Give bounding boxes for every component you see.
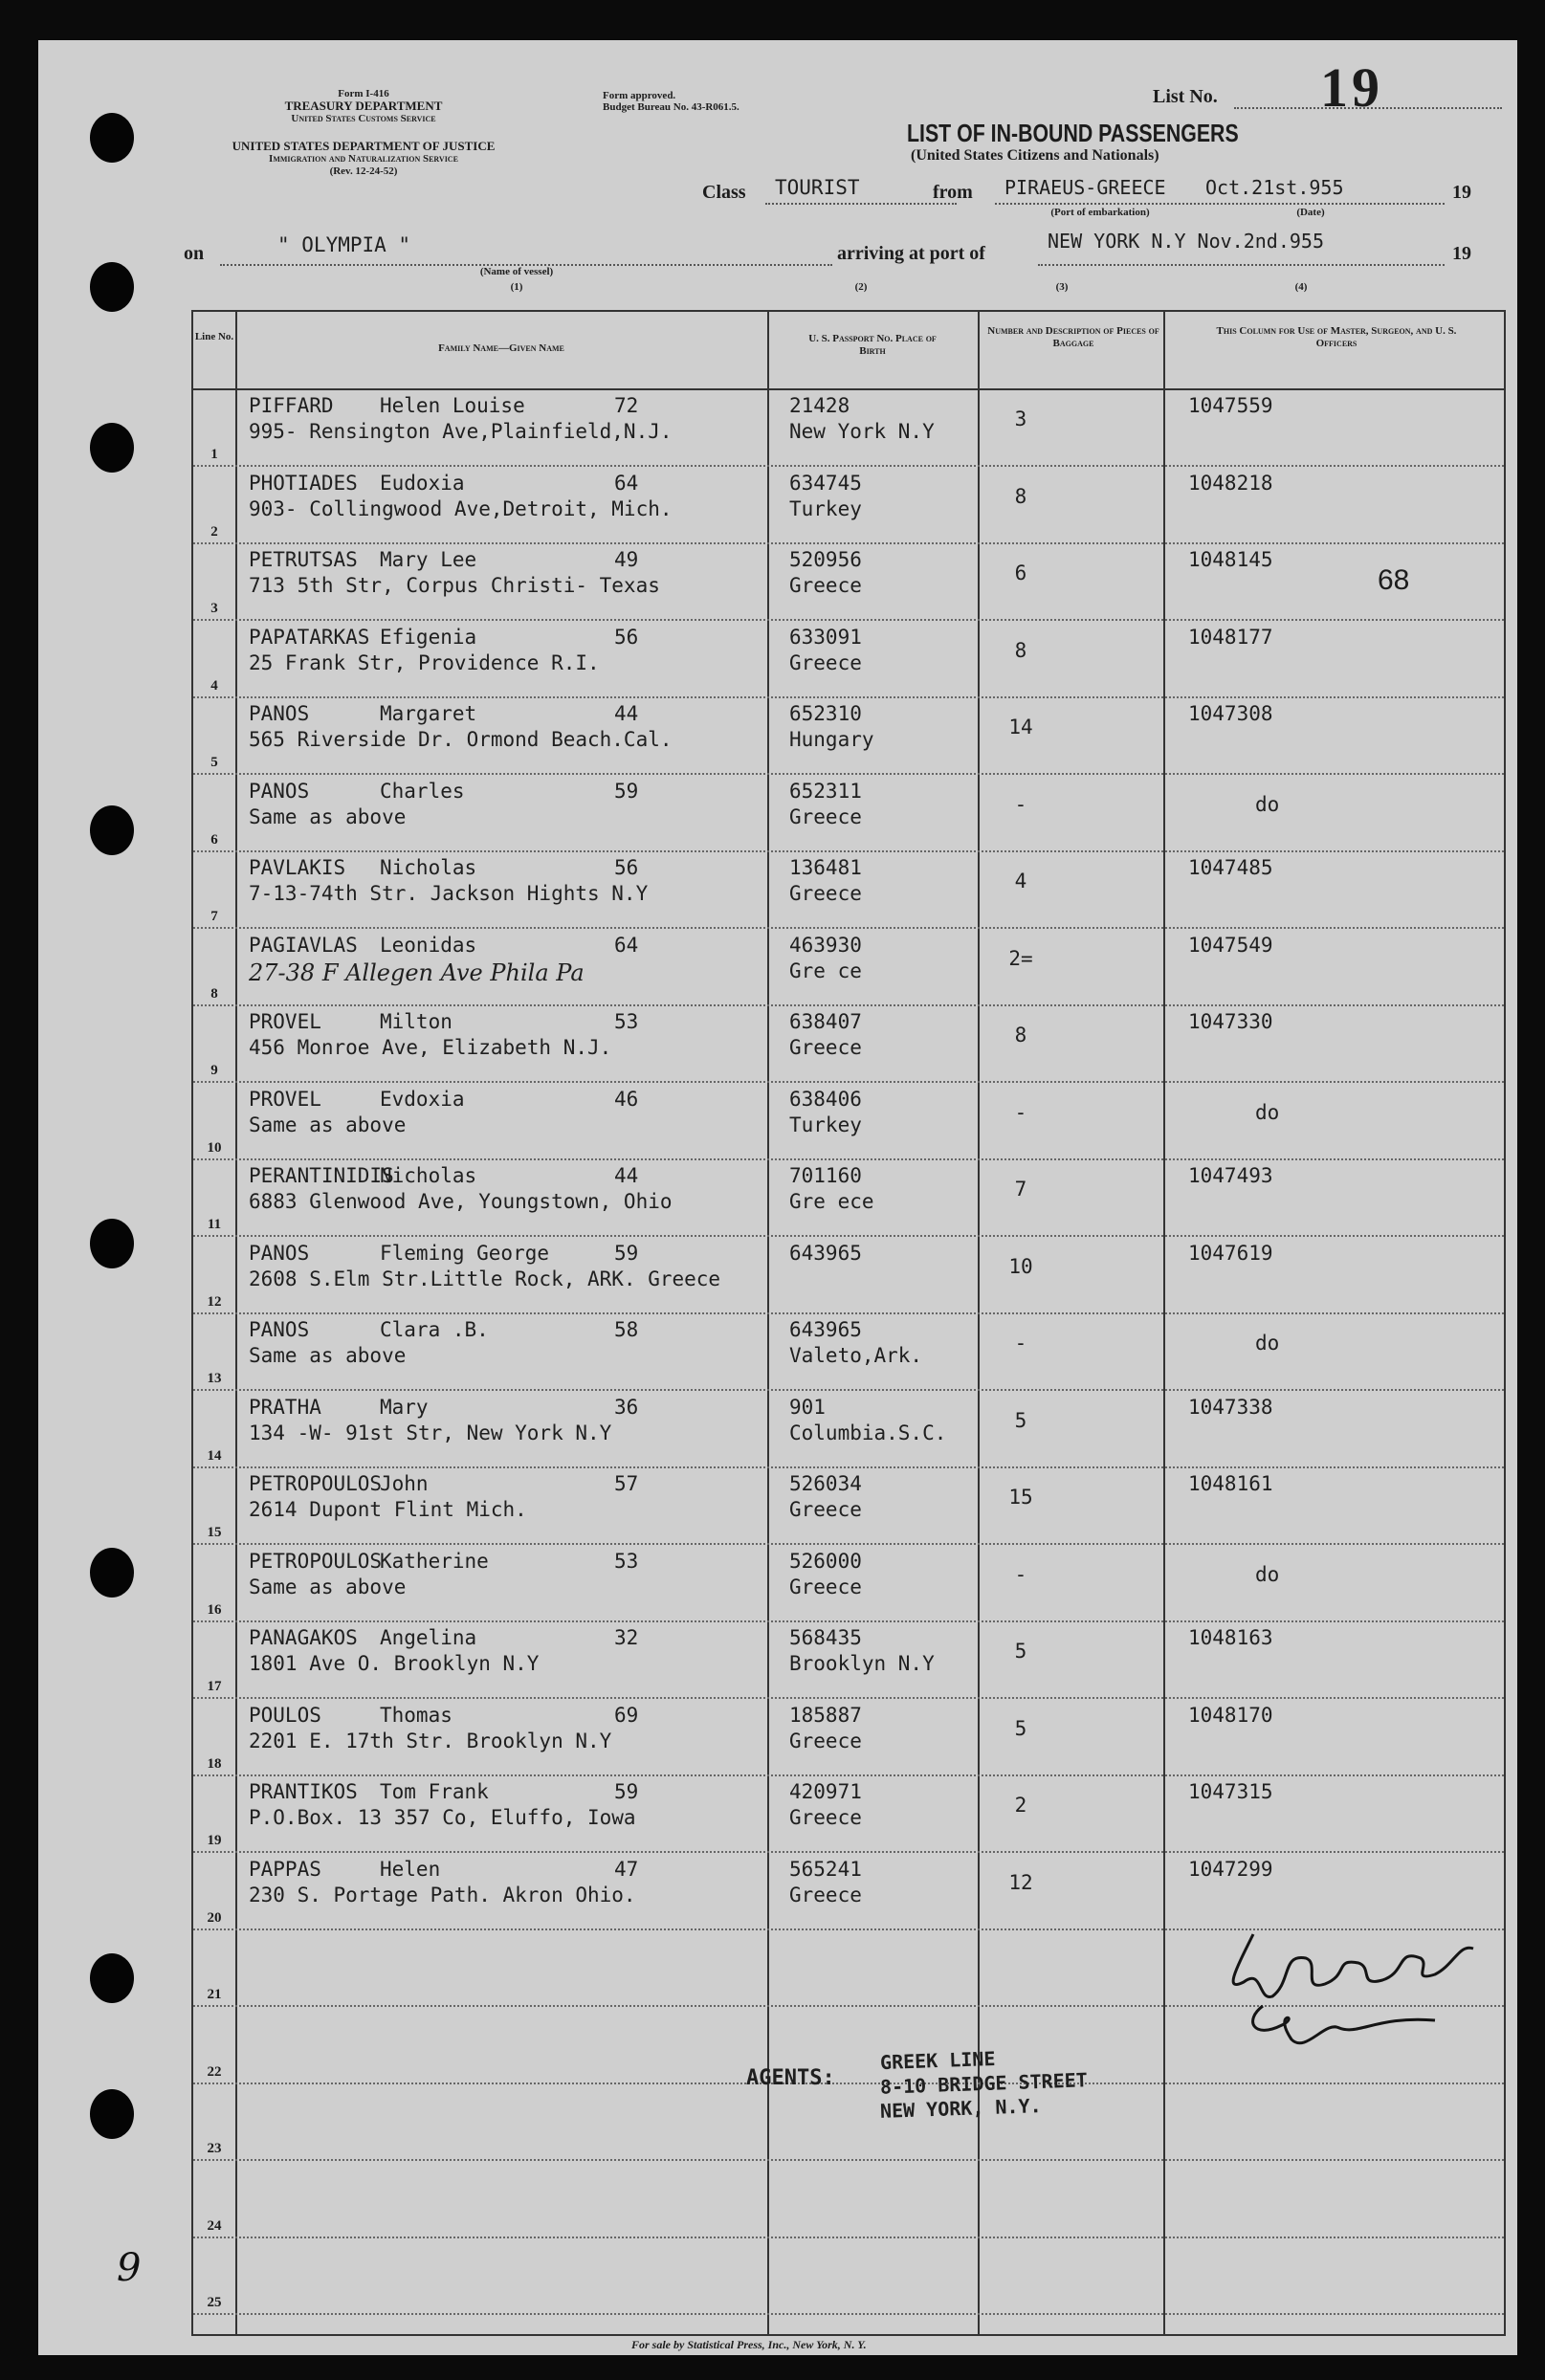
passenger-age: 36 [614,1395,639,1419]
line-number: 8 [210,985,218,1002]
form-budget: Budget Bureau No. 43-R061.5. [603,101,739,113]
passenger-address: Same as above [249,1113,407,1136]
place-of-birth: Greece [789,650,862,674]
passenger-family-name: PETRUTSAS [249,548,358,571]
baggage-count: 3 [1014,408,1027,430]
table-row [193,2237,1504,2315]
from-value: PIRAEUS-GREECE [1004,176,1166,199]
passenger-family-name: PANOS [249,702,310,725]
line-number: 11 [207,1217,222,1232]
baggage-count: - [1014,792,1027,816]
officer-reference: 1047549 [1188,933,1273,957]
passenger-address: 1801 Ave O. Brooklyn N.Y [249,1652,540,1675]
place-of-birth: Greece [789,1036,862,1059]
punch-hole [90,805,134,855]
header-passport: U. S. Passport No. Place of Birth [808,333,937,357]
passport-number: 643965 [789,1241,862,1265]
baggage-count: 8 [1014,484,1027,508]
passenger-given-name: Milton [380,1010,452,1033]
list-no: 19 [1320,56,1383,119]
baggage-count: 2= [1008,946,1033,970]
passenger-given-name: Leonidas [380,933,477,957]
passenger-family-name: PETROPOULOS [249,1549,383,1573]
on-label: on [184,243,205,264]
officer-reference: 1047299 [1188,1857,1273,1881]
passenger-given-name: Efigenia [380,625,477,649]
line-number: 4 [210,677,218,694]
passenger-family-name: PAGIAVLAS [249,933,358,957]
baggage-count: - [1014,1562,1027,1586]
officer-reference: 1047619 [1188,1241,1273,1265]
passenger-address: 903- Collingwood Ave,Detroit, Mich. [249,496,673,520]
passenger-given-name: Helen Louise [380,394,525,417]
passenger-address: 25 Frank Str, Providence R.I. [249,650,600,674]
passenger-family-name: PRANTIKOS [249,1780,358,1803]
table-row [193,1082,1504,1160]
line-number: 6 [210,831,218,848]
passenger-address: 2608 S.Elm Str.Little Rock, ARK. Greece [249,1267,721,1290]
line-number: 17 [207,1679,222,1694]
form-approval: Form approved. [603,90,676,101]
punch-hole [90,423,134,473]
document-subtitle: (United States Citizens and Nationals) [911,147,1159,164]
header-name: Family Name—Given Name [438,342,564,354]
document-page [38,40,1517,2355]
place-of-birth: New York N.Y [789,420,935,443]
baggage-count: 7 [1014,1178,1027,1201]
passport-number: 420971 [789,1780,862,1803]
col-caption-4: (4) [1294,281,1308,293]
col-caption-1: (1) [510,281,523,293]
passenger-address: 27-38 F Allegen Ave Phila Pa [249,959,585,986]
passenger-family-name: PAPPAS [249,1857,321,1881]
passenger-age: 64 [614,471,639,495]
table-row [193,1620,1504,1699]
baggage-count: - [1014,1332,1027,1355]
document-title: LIST OF IN-BOUND PASSENGERS [907,119,1239,147]
passenger-given-name: Nicholas [380,856,477,879]
place-of-birth: Gre ece [789,1190,874,1213]
passenger-address: 2614 Dupont Flint Mich. [249,1498,527,1521]
printer-footer: For sale by Statistical Press, Inc., New York, N. Y. [631,2338,867,2351]
line-number: 21 [207,1987,222,2002]
margin-mark: 9 [117,2246,142,2290]
officer-reference: 1048161 [1188,1472,1273,1495]
table-row [193,1698,1504,1776]
passenger-family-name: PROVEL [249,1087,321,1111]
officer-reference: do [1255,792,1280,816]
passenger-given-name: Angelina [380,1626,477,1649]
header-baggage: Number and Description of Pieces of Baggage [987,325,1159,349]
passenger-age: 53 [614,1549,639,1573]
passenger-given-name: Mary [380,1395,429,1419]
col-caption-2: (2) [854,281,868,293]
passenger-given-name: Tom Frank [380,1780,489,1803]
officer-reference: 1047315 [1188,1780,1273,1803]
passport-number: 901 [789,1395,826,1419]
officer-reference: 1047308 [1188,702,1273,725]
passenger-age: 44 [614,1164,639,1187]
passenger-address: Same as above [249,804,407,828]
line-number: 9 [210,1063,218,1078]
passenger-given-name: Clara .B. [380,1318,489,1341]
passenger-given-name: Eudoxia [380,471,465,495]
passenger-address: 565 Riverside Dr. Ormond Beach.Cal. [249,728,673,751]
passport-number: 526000 [789,1549,862,1573]
officer-reference: do [1255,1332,1280,1355]
passenger-age: 72 [614,394,639,417]
officer-reference: 1048218 [1188,471,1273,495]
place-of-birth: Greece [789,1498,862,1521]
date-caption: (Date) [1296,207,1325,218]
table-row [193,388,1504,467]
place-of-birth: Hungary [789,728,874,751]
officer-reference: 1047485 [1188,856,1273,879]
passenger-given-name: Thomas [380,1703,452,1727]
passenger-address: 456 Monroe Ave, Elizabeth N.J. [249,1036,612,1059]
passport-number: 652311 [789,779,862,803]
passenger-age: 57 [614,1472,639,1495]
line-number: 15 [207,1525,222,1540]
passenger-family-name: PANOS [249,779,310,803]
table-row [193,1390,1504,1468]
passport-number: 526034 [789,1472,862,1495]
from-date: Oct.21st.955 [1205,176,1344,199]
officer-reference: 1047338 [1188,1395,1273,1419]
place-of-birth: Greece [789,1806,862,1829]
arriving-label: arriving at port of [837,243,985,264]
table-row [193,542,1504,621]
table-row [193,2160,1504,2238]
place-of-birth: Turkey [789,1113,862,1136]
passenger-age: 59 [614,1241,639,1265]
year-1: 19 [1452,182,1471,203]
passport-number: 638407 [789,1010,862,1033]
baggage-count: 5 [1014,1716,1027,1740]
header-officers: This Column for Use of Master, Surgeon, and U. S. Officers [1216,325,1457,349]
passport-number: 568435 [789,1626,862,1649]
form-rev: (Rev. 12-24-52) [329,165,398,177]
passport-number: 565241 [789,1857,862,1881]
passenger-family-name: PANOS [249,1318,310,1341]
place-of-birth: Brooklyn N.Y [789,1652,935,1675]
passport-number: 520956 [789,548,862,571]
agent-line-3: NEW YORK, N.Y. [879,2094,1042,2123]
passenger-age: 69 [614,1703,639,1727]
header-line-no: Line No. [194,331,234,342]
officer-reference: 1048170 [1188,1703,1273,1727]
baggage-count: 2 [1014,1794,1027,1817]
passenger-family-name: PAVLAKIS [249,856,346,879]
officer-signature [1215,1915,1521,2059]
punch-hole [90,1219,134,1268]
year-2: 19 [1452,243,1471,264]
passenger-given-name: Katherine [380,1549,489,1573]
line-number: 23 [207,2141,222,2156]
passport-number: 638406 [789,1087,862,1111]
vessel-caption: (Name of vessel) [479,266,554,277]
passenger-address: 7-13-74th Str. Jackson Hights N.Y [249,882,649,905]
passport-number: 701160 [789,1164,862,1187]
line-number: 5 [210,755,218,770]
form-number: Form I-416 [338,88,389,99]
passenger-given-name: Fleming George [380,1241,550,1265]
line-number: 20 [207,1909,222,1926]
passenger-age: 49 [614,548,639,571]
passenger-address: P.O.Box. 13 357 Co, Eluffo, Iowa [249,1806,636,1829]
passenger-address: 134 -W- 91st Str, New York N.Y [249,1421,612,1444]
form-service: United States Customs Service [291,113,436,124]
passenger-age: 56 [614,856,639,879]
passport-number: 21428 [789,394,850,417]
table-row [193,850,1504,929]
passenger-family-name: PHOTIADES [249,471,358,495]
passenger-given-name: Evdoxia [380,1087,465,1111]
passenger-given-name: Charles [380,779,465,803]
line-number: 13 [207,1371,222,1386]
place-of-birth: Turkey [789,496,862,520]
table-row [193,1158,1504,1237]
line-number: 10 [207,1139,222,1156]
place-of-birth: Columbia.S.C. [789,1421,947,1444]
table-header [193,312,1504,390]
passport-number: 633091 [789,625,862,649]
punch-hole [90,1953,134,2003]
passenger-family-name: PETROPOULOS [249,1472,383,1495]
line-number: 22 [207,2063,222,2080]
passenger-given-name: Helen [380,1857,441,1881]
passenger-address: 6883 Glenwood Ave, Youngstown, Ohio [249,1190,673,1213]
passenger-given-name: Mary Lee [380,548,477,571]
punch-hole [90,113,134,163]
passenger-address: Same as above [249,1575,407,1598]
officer-reference: 1047559 [1188,394,1273,417]
baggage-count: 6 [1014,562,1027,584]
passenger-age: 32 [614,1626,639,1649]
place-of-birth: Gre ce [789,959,862,982]
line-number: 2 [210,523,218,540]
passenger-address: 230 S. Portage Path. Akron Ohio. [249,1883,636,1906]
passenger-family-name: PAPATARKAS [249,625,370,649]
table-row [193,1544,1504,1622]
baggage-count: 12 [1008,1870,1033,1894]
baggage-count: - [1014,1100,1027,1124]
passenger-age: 56 [614,625,639,649]
list-no-label: List No. [1153,86,1218,107]
passenger-age: 47 [614,1857,639,1881]
passenger-given-name: Margaret [380,702,477,725]
line-number: 14 [207,1447,222,1464]
passenger-address: Same as above [249,1344,407,1367]
table-row [193,928,1504,1006]
place-of-birth: Greece [789,574,862,597]
passport-number: 643965 [789,1318,862,1341]
table-row [193,1466,1504,1545]
form-justice: UNITED STATES DEPARTMENT OF JUSTICE [232,139,496,153]
table-row [193,1774,1504,1853]
place-of-birth: Greece [789,882,862,905]
agent-line-2: 8-10 BRIDGE STREET [879,2068,1089,2099]
baggage-count: 14 [1008,716,1033,738]
table-row [193,696,1504,775]
passenger-family-name: POULOS [249,1703,321,1727]
officer-reference: 1048177 [1188,625,1273,649]
form-dept: TREASURY DEPARTMENT [284,99,443,113]
col-caption-3: (3) [1055,281,1069,293]
table-row [193,1236,1504,1314]
punch-hole [90,262,134,312]
vessel-name: " OLYMPIA " [277,233,411,256]
baggage-count: 5 [1014,1408,1027,1432]
passport-number: 652310 [789,702,862,725]
table-row [193,774,1504,852]
form-ins: Immigration and Naturalization Service [269,153,458,165]
line-number: 7 [210,909,218,924]
baggage-count: 15 [1008,1486,1033,1509]
table-row [193,2082,1504,2161]
from-label: from [933,182,973,203]
line-number: 12 [207,1293,222,1310]
place-of-birth: Greece [789,1575,862,1598]
officer-reference: 1048163 [1188,1626,1273,1649]
line-number: 3 [210,601,218,616]
passenger-given-name: Nicholas [380,1164,477,1187]
passenger-family-name: PANAGAKOS [249,1626,358,1649]
agent-line-1: GREEK LINE [879,2046,996,2075]
passenger-age: 53 [614,1010,639,1033]
passport-number: 463930 [789,933,862,957]
line-number: 1 [210,447,218,462]
passenger-address: 713 5th Str, Corpus Christi- Texas [249,574,660,597]
punch-hole [90,1548,134,1598]
passenger-age: 59 [614,779,639,803]
passenger-age: 44 [614,702,639,725]
passport-number: 136481 [789,856,862,879]
punch-hole [90,2089,134,2139]
passenger-age: 64 [614,933,639,957]
passport-number: 185887 [789,1703,862,1727]
passenger-family-name: PROVEL [249,1010,321,1033]
table-row [193,620,1504,698]
passenger-address: 2201 E. 17th Str. Brooklyn N.Y [249,1729,612,1752]
baggage-count: 4 [1014,870,1027,892]
officer-reference: do [1255,1562,1280,1586]
baggage-count: 10 [1008,1254,1033,1278]
class-value: TOURIST [775,176,860,199]
passenger-family-name: PRATHA [249,1395,321,1419]
line-number: 24 [207,2217,222,2234]
passenger-age: 46 [614,1087,639,1111]
class-label: Class [702,182,746,203]
place-of-birth: Greece [789,1883,862,1906]
officer-reference: 1048145 [1188,548,1273,571]
place-of-birth: Greece [789,1729,862,1752]
place-of-birth: Greece [789,804,862,828]
table-row [193,466,1504,544]
passenger-age: 59 [614,1780,639,1803]
arrival-value: NEW YORK N.Y Nov.2nd.955 [1048,230,1324,253]
line-number: 19 [207,1833,222,1848]
line-number: 16 [207,1601,222,1618]
baggage-count: 8 [1014,638,1027,662]
side-number: 68 [1378,564,1410,596]
passenger-family-name: PERANTINIDIS [249,1164,394,1187]
passenger-family-name: PANOS [249,1241,310,1265]
passenger-given-name: John [380,1472,429,1495]
table-row [193,1312,1504,1391]
port-caption: (Port of embarkation) [1050,207,1150,218]
officer-reference: 1047493 [1188,1164,1273,1187]
passenger-family-name: PIFFARD [249,394,334,417]
officer-reference: do [1255,1100,1280,1124]
passport-number: 634745 [789,471,862,495]
officer-reference: 1047330 [1188,1010,1273,1033]
agents-label: AGENTS: [746,2066,835,2090]
line-number: 25 [207,2295,222,2310]
baggage-count: 8 [1014,1024,1027,1047]
table-row [193,1004,1504,1083]
passenger-age: 58 [614,1318,639,1341]
line-number: 18 [207,1755,222,1772]
place-of-birth: Valeto,Ark. [789,1344,923,1367]
passenger-address: 995- Rensington Ave,Plainfield,N.J. [249,420,673,443]
baggage-count: 5 [1014,1640,1027,1663]
